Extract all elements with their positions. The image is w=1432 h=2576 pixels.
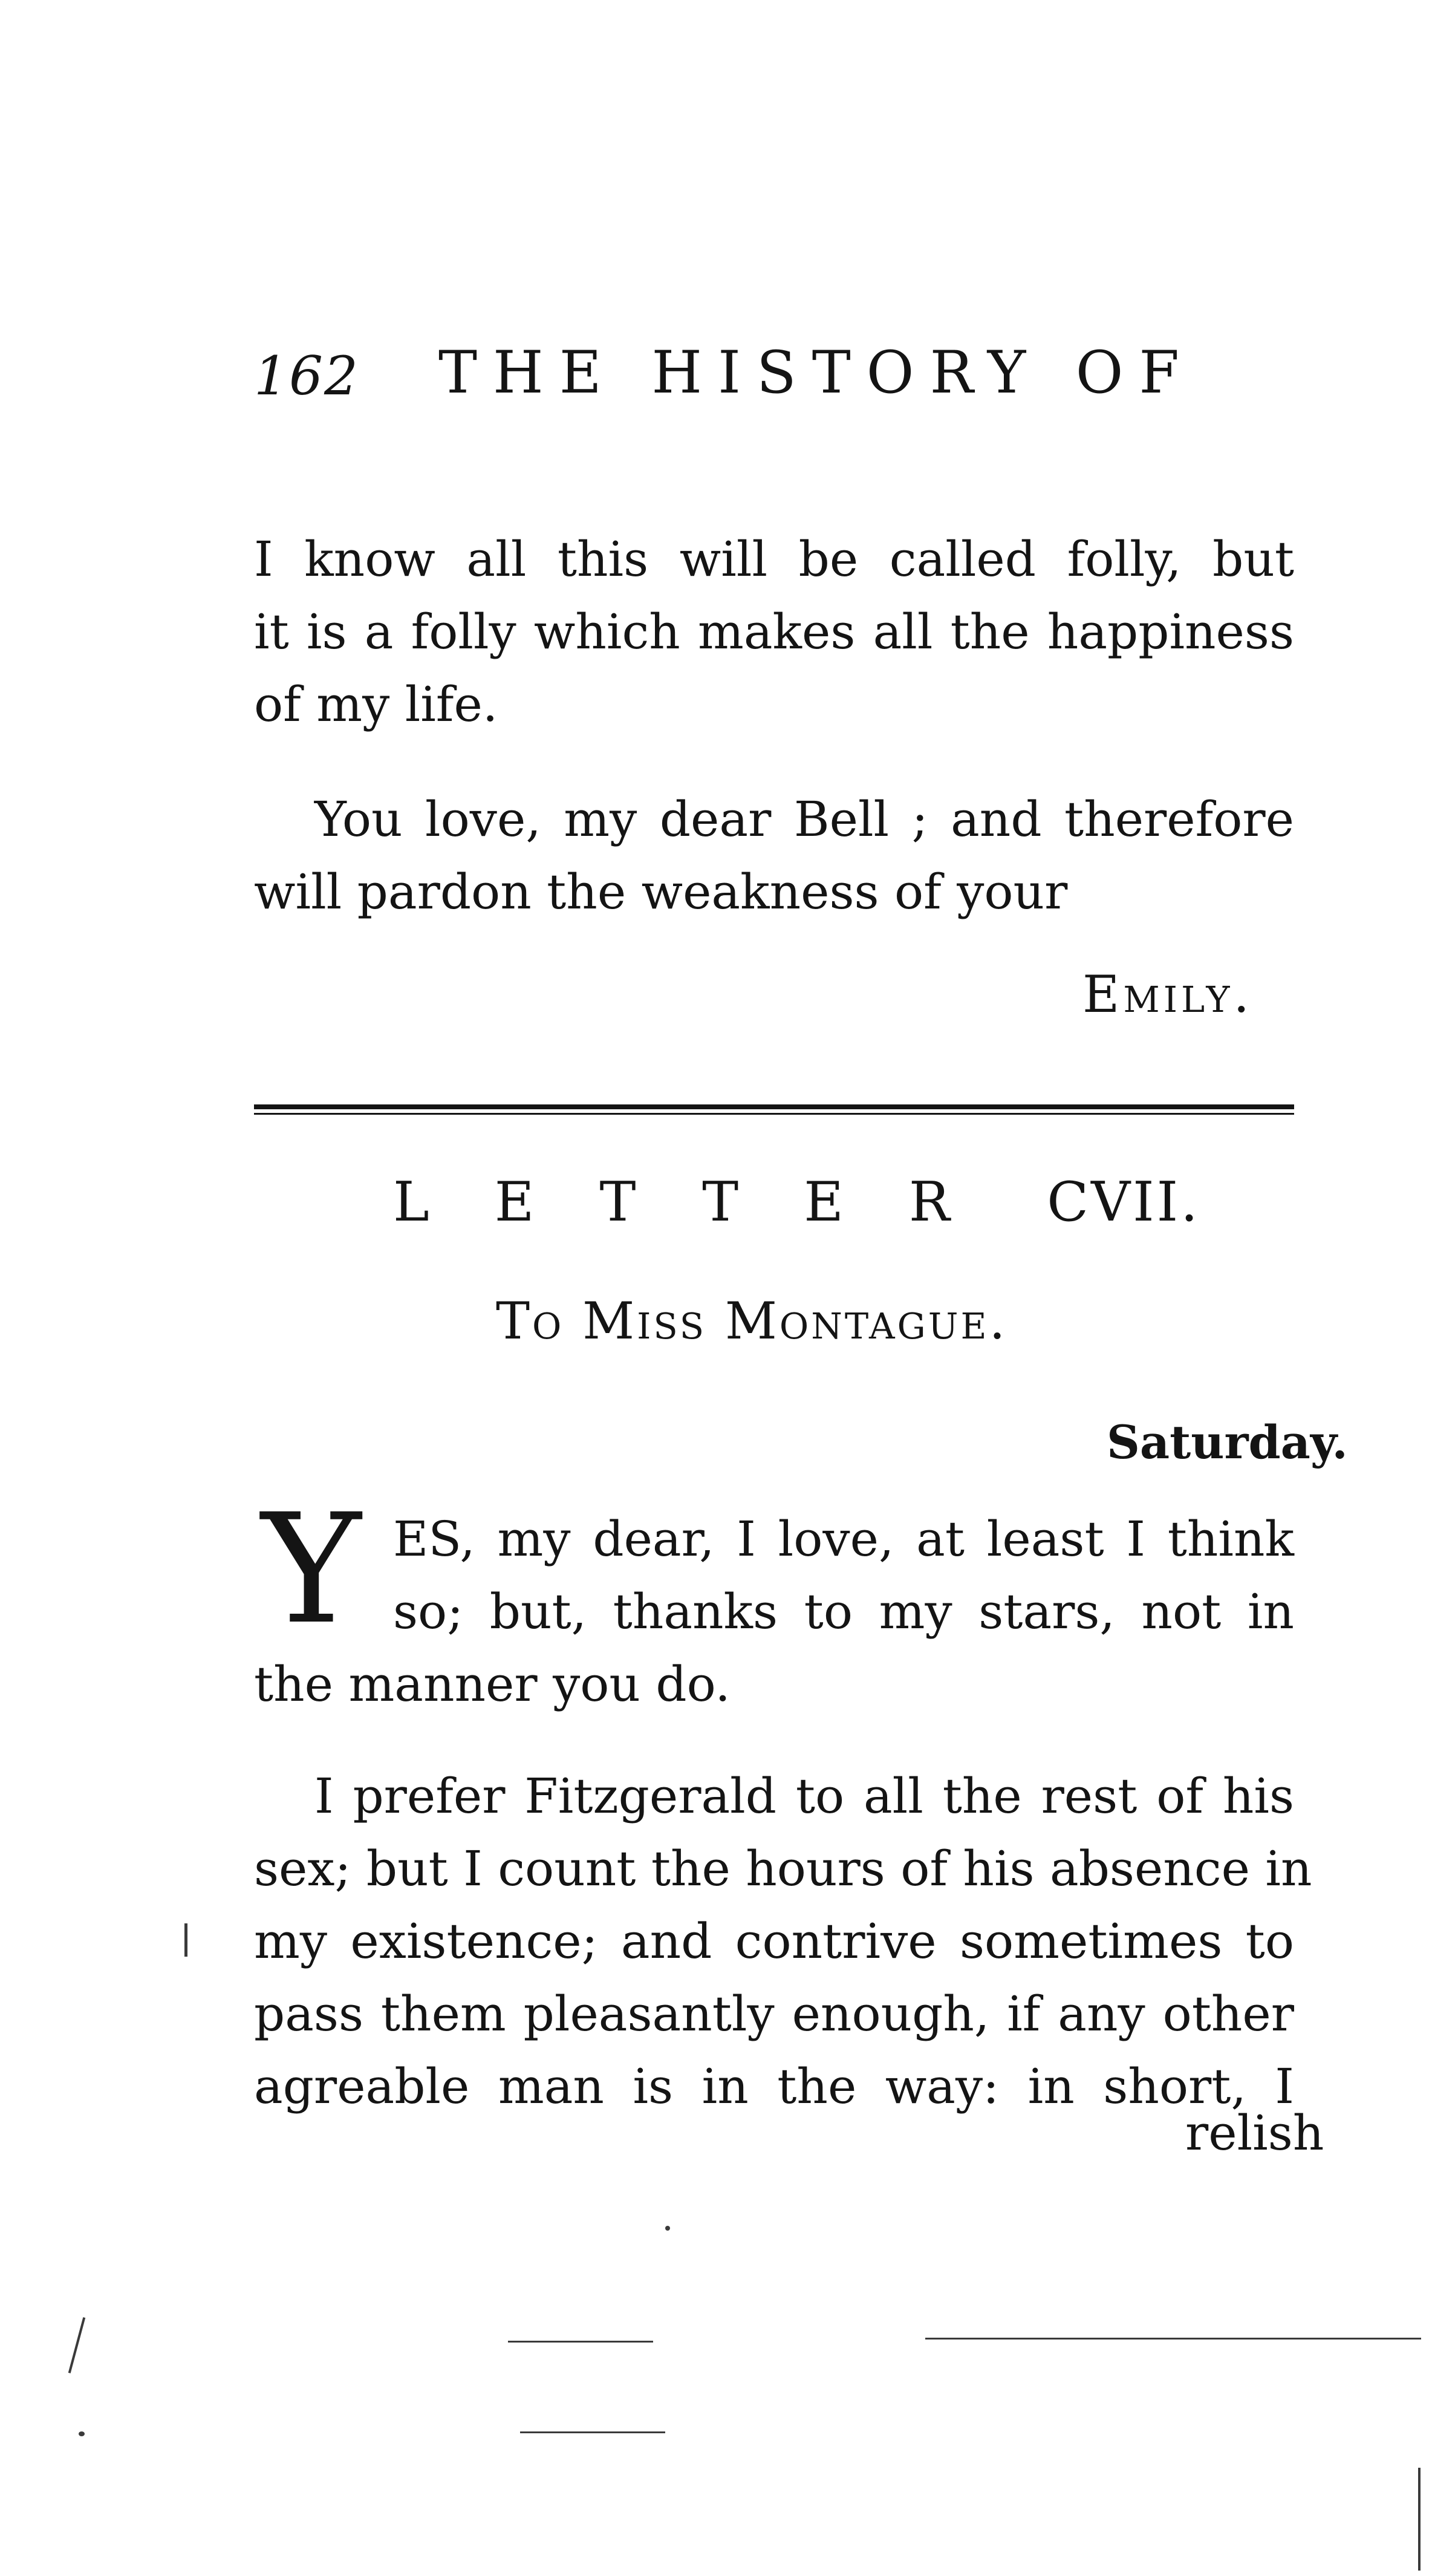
scan-mark [508, 2341, 653, 2343]
running-head: THE HISTORY OF [438, 339, 1196, 406]
section-rule-thin [254, 1113, 1294, 1115]
text-line: the manner you do. [254, 1656, 731, 1712]
text-line: my existence; and contrive sometimes to [254, 1913, 1294, 1969]
text-line: it is a folly which makes all the happiness [254, 604, 1294, 660]
letter-number: CVII. [1047, 1170, 1200, 1234]
page-header [254, 339, 1306, 417]
paragraph [254, 783, 1294, 928]
text-line: of my life. [254, 676, 498, 732]
scan-mark [184, 1923, 187, 1957]
letter-heading-word: LETTER [393, 1170, 1015, 1234]
scan-mark [1418, 2468, 1421, 2571]
dateline: Saturday. [1107, 1415, 1348, 1469]
letter-heading [393, 1170, 1200, 1234]
text-line: ES, my dear, I love, at least I think [393, 1511, 1294, 1567]
scan-mark [68, 2317, 85, 2373]
text-line: sex; but I count the hours of his absence in [254, 1841, 1312, 1897]
text-line: so; but, thanks to my stars, not in [393, 1583, 1294, 1640]
drop-cap: Y [261, 1481, 362, 1657]
text-line: pass them pleasantly enough, if any other [254, 1986, 1294, 2042]
text-line: will pardon the weakness of your [254, 864, 1068, 920]
text-line: You love, my dear Bell ; and therefore [314, 791, 1294, 847]
scan-mark [520, 2431, 665, 2433]
paragraph [254, 1760, 1312, 2123]
scan-mark [925, 2338, 1421, 2340]
signature: Emily. [1082, 965, 1254, 1024]
scan-mark [79, 2431, 85, 2436]
section-rule [254, 1104, 1294, 1109]
page-number: 162 [254, 345, 359, 407]
opening-paragraph [254, 1503, 1294, 1721]
text-line: agreable man is in the way: in short, I [254, 2058, 1294, 2115]
paragraph [254, 523, 1294, 741]
scan-mark [665, 2226, 670, 2231]
catchword: relish [1185, 2105, 1324, 2161]
text-line: I prefer Fitzgerald to all the rest of his [314, 1768, 1294, 1824]
text-line: I know all this will be called folly, but [254, 531, 1294, 587]
addressee: To Miss Montague. [496, 1291, 1008, 1351]
